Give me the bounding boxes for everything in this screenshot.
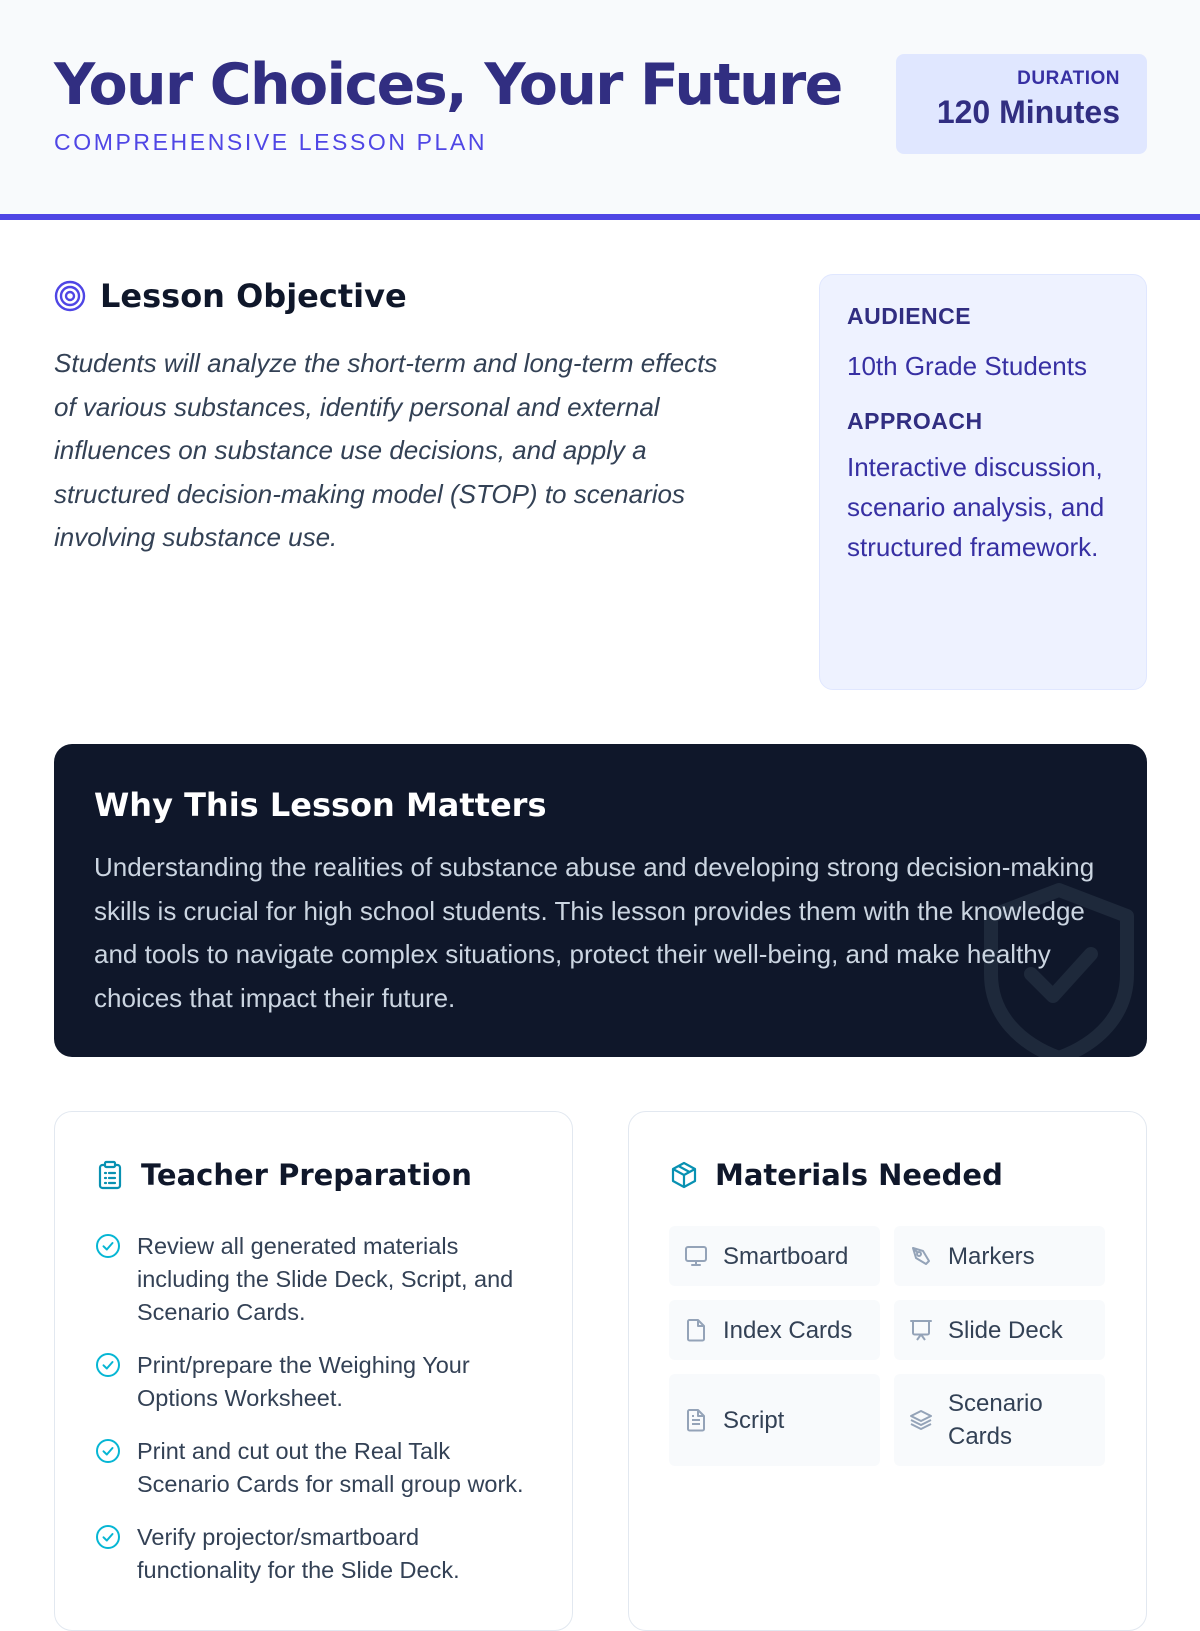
audience-label: AUDIENCE (847, 303, 972, 329)
material-slide-deck (894, 1300, 1105, 1360)
layers-icon (908, 1407, 934, 1433)
duration-label: DURATION (1017, 68, 1120, 89)
materials-title: Materials Needed (715, 1158, 1003, 1192)
material-label: Smartboard (723, 1242, 849, 1270)
material-label: Scenario Cards (948, 1390, 1043, 1450)
list-item (95, 1521, 535, 1587)
check-circle-icon (95, 1233, 121, 1259)
teacher-preparation-heading (95, 1158, 472, 1192)
approach-label: APPROACH (847, 408, 983, 434)
objective-title: Lesson Objective (100, 277, 407, 315)
prep-item-text: Verify projector/smartboard functionality for the Slide Deck. (137, 1524, 460, 1583)
materials-card (628, 1111, 1147, 1631)
material-label: Script (723, 1406, 785, 1434)
prep-item-text: Print/prepare the Weighing Your Options Worksheet. (137, 1352, 470, 1411)
material-script (669, 1374, 880, 1466)
clipboard-list-icon (95, 1160, 125, 1190)
teacher-preparation-title: Teacher Preparation (141, 1158, 472, 1192)
duration-badge (896, 54, 1147, 154)
target-icon (54, 280, 86, 312)
list-item (95, 1435, 535, 1501)
approach-value: Interactive discussion, scenario analysis, and structured framework. (847, 452, 1105, 562)
presentation-icon (908, 1317, 934, 1343)
material-label: Index Cards (723, 1316, 853, 1344)
objective-heading (54, 277, 407, 315)
prep-item-text: Print and cut out the Real Talk Scenario Cards for small group work. (137, 1438, 524, 1497)
materials-grid (669, 1226, 1109, 1466)
audience-value: 10th Grade Students (847, 351, 1087, 381)
check-circle-icon (95, 1438, 121, 1464)
material-scenario-cards (894, 1374, 1105, 1466)
page-header (0, 0, 1200, 220)
material-markers (894, 1226, 1105, 1286)
duration-value: 120 Minutes (936, 94, 1120, 130)
list-item (95, 1230, 535, 1329)
card-icon (683, 1317, 709, 1343)
material-smartboard (669, 1226, 880, 1286)
material-label: Slide Deck (948, 1316, 1063, 1344)
document-icon (683, 1407, 709, 1433)
prep-item-text: Review all generated materials including the Slide Deck, Script, and Scenario Cards. (137, 1233, 514, 1325)
audience-approach-panel (819, 274, 1147, 690)
teacher-preparation-card (54, 1111, 573, 1631)
why-title: Why This Lesson Matters (94, 786, 547, 824)
materials-heading (669, 1158, 1003, 1192)
package-icon (669, 1160, 699, 1190)
page-title: Your Choices, Your Future (54, 52, 842, 118)
check-circle-icon (95, 1352, 121, 1378)
marker-icon (908, 1243, 934, 1269)
material-label: Markers (948, 1242, 1035, 1270)
objective-text: Students will analyze the short-term and long-term effects of various substances, identify personal and external influences on substance use decisions, and apply a structured decision-making model (STOP) to scenarios involving substance use. (54, 348, 718, 552)
why-matters-panel (54, 744, 1147, 1057)
check-circle-icon (95, 1524, 121, 1550)
monitor-icon (683, 1243, 709, 1269)
why-text: Understanding the realities of substance abuse and developing strong decision-making skills is crucial for high school students. This lesson provides them with the knowledge and tools to navigate complex situations, protect their well-being, and make healthy choices that impact their future. (94, 852, 1095, 1013)
material-index-cards (669, 1300, 880, 1360)
preparation-list (95, 1230, 535, 1607)
list-item (95, 1349, 535, 1415)
page-subtitle: COMPREHENSIVE LESSON PLAN (54, 129, 488, 155)
